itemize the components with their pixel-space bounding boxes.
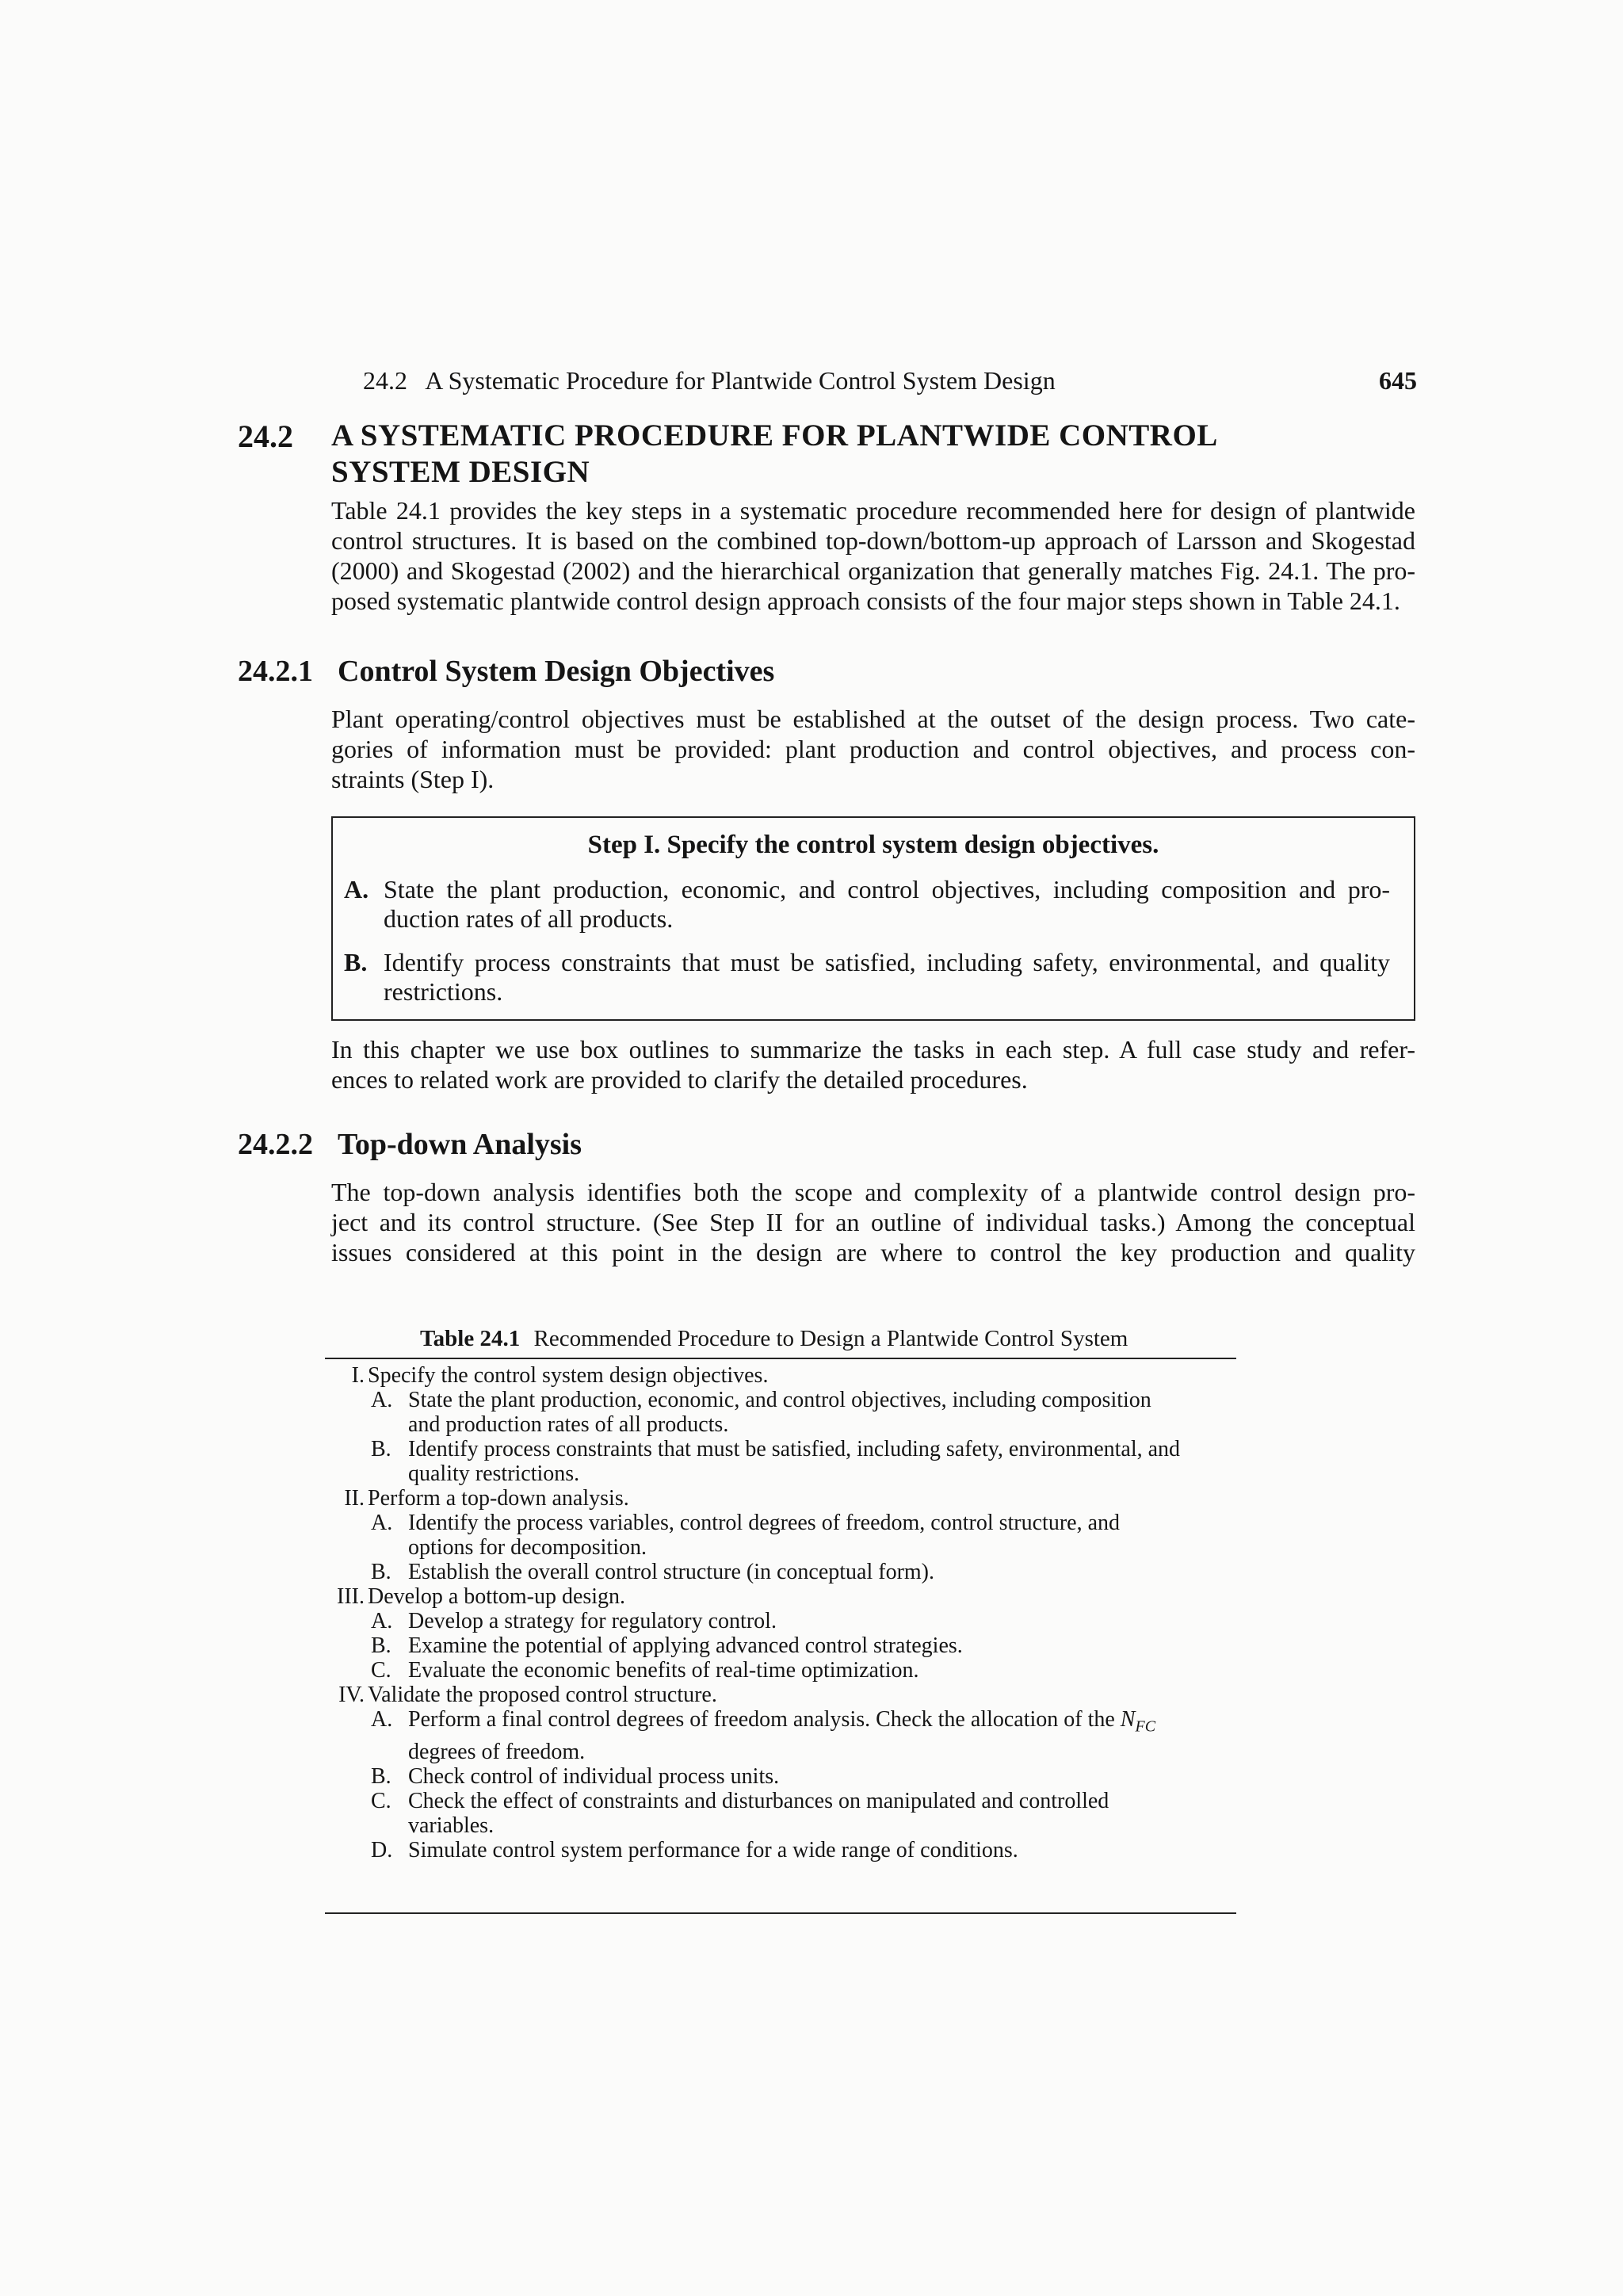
table-row <box>325 1789 1236 1838</box>
table-row-text: Specify the control system design objectives. <box>368 1363 769 1388</box>
table-row-text: Perform a top-down analysis. <box>368 1486 629 1511</box>
table-row <box>325 1388 1236 1437</box>
section-paragraph <box>331 495 1415 616</box>
item-text-line: restrictions. <box>384 977 503 1006</box>
paragraph-line: The top-down analysis identifies both the scope and complexity of a plantwide control design pro- <box>331 1178 1415 1206</box>
table-row-text: Validate the proposed control structure. <box>368 1683 717 1707</box>
table-row-label: B. <box>371 1763 391 1789</box>
table-row-label: B. <box>371 1633 391 1658</box>
table-row-label: A. <box>371 1707 393 1732</box>
table-row <box>325 1633 1236 1658</box>
table-row-label: I. <box>351 1363 365 1388</box>
table-row-text: Establish the overall control structure (in conceptual form). <box>408 1560 935 1584</box>
table-row <box>325 1658 1236 1683</box>
table-row-text: quality restrictions. <box>408 1461 580 1486</box>
subsection-2-paragraph <box>331 1177 1415 1267</box>
paragraph-line: Plant operating/control objectives must be established at the outset of the design process. Two cate- <box>331 705 1415 733</box>
table-row-text: Perform a final control degrees of freedom analysis. Check the allocation of the $N_{FC}$ <box>408 1707 1156 1736</box>
step-1-box <box>331 816 1415 1021</box>
table-row-label: A. <box>371 1511 393 1535</box>
procedure-table <box>325 1363 1236 1862</box>
table-row-text: degrees of freedom. <box>408 1739 586 1764</box>
table-row <box>325 1707 1236 1764</box>
section-title <box>331 418 1218 491</box>
step-1-item-a <box>344 875 1390 934</box>
paragraph-line: control structures. It is based on the combined top-down/bottom-up approach of Larsson and Skogestad <box>331 526 1415 555</box>
table-row-text: Check the effect of constraints and disturbances on manipulated and controlled <box>408 1788 1109 1813</box>
box-note-paragraph <box>331 1034 1415 1095</box>
table-row-text: and production rates of all products. <box>408 1412 729 1437</box>
section-title-line-1: A SYSTEMATIC PROCEDURE FOR PLANTWIDE CONTROL <box>331 418 1218 453</box>
table-row-text: variables. <box>408 1813 495 1838</box>
table-row <box>325 1486 1236 1511</box>
paragraph-line: ences to related work are provided to clarify the detailed procedures. <box>331 1065 1028 1094</box>
paragraph-line: straints (Step I). <box>331 765 495 793</box>
table-row <box>325 1609 1236 1633</box>
item-text-line: State the plant production, economic, and control objectives, including composition and pro- <box>384 875 1390 904</box>
table-top-rule <box>325 1358 1236 1359</box>
paragraph-line: issues considered at this point in the design are where to control the key production and quality <box>331 1238 1415 1266</box>
step-1-heading: Step I. Specify the control system design objectives. <box>587 831 1159 859</box>
table-row-text: Develop a bottom-up design. <box>368 1584 626 1609</box>
table-row-text: Simulate control system performance for a wide range of conditions. <box>408 1837 1018 1862</box>
table-row <box>325 1560 1236 1584</box>
table-row-text: Identify process constraints that must be satisfied, including safety, environmental, and <box>408 1437 1181 1461</box>
table-row <box>325 1511 1236 1560</box>
table-caption-text: Recommended Procedure to Design a Plantwide Control System <box>533 1326 1128 1351</box>
section-title-line-2: SYSTEM DESIGN <box>331 455 590 489</box>
section-number: 24.2 <box>238 418 293 454</box>
table-row-text: Evaluate the economic benefits of real-time optimization. <box>408 1658 919 1683</box>
subsection-1-title: Control System Design Objectives <box>338 655 775 688</box>
subsection-2-number: 24.2.2 <box>238 1128 313 1161</box>
table-row <box>325 1363 1236 1388</box>
paragraph-line: Table 24.1 provides the key steps in a systematic procedure recommended here for design of plantwide <box>331 496 1415 525</box>
table-row-label: B. <box>371 1560 391 1584</box>
table-row <box>325 1683 1236 1707</box>
table-caption <box>420 1326 1128 1352</box>
running-head-title: 24.2 A Systematic Procedure for Plantwide Control System Design <box>363 366 1056 395</box>
table-row-label: A. <box>371 1388 393 1412</box>
table-row-label: B. <box>371 1437 391 1461</box>
table-row-text: Develop a strategy for regulatory control. <box>408 1609 777 1633</box>
running-head <box>363 366 1417 395</box>
paragraph-line: In this chapter we use box outlines to summarize the tasks in each step. A full case study and refer- <box>331 1035 1415 1064</box>
table-row-text: Identify the process variables, control degrees of freedom, control structure, and <box>408 1511 1120 1535</box>
table-row-text: Examine the potential of applying advanced control strategies. <box>408 1633 963 1658</box>
table-caption-label: Table 24.1 <box>420 1326 521 1351</box>
table-row-label: A. <box>371 1609 393 1633</box>
table-row-label: D. <box>371 1837 393 1862</box>
nfc-symbol: $N_{FC}$ <box>1120 1707 1156 1736</box>
subsection-1-number: 24.2.1 <box>238 655 313 688</box>
paragraph-line: ject and its control structure. (See Step II for an outline of individual tasks.) Among the conceptual <box>331 1208 1415 1236</box>
item-label: B. <box>344 948 368 976</box>
subsection-1-paragraph <box>331 704 1415 794</box>
table-row-text: options for decomposition. <box>408 1535 647 1560</box>
paragraph-line: posed systematic plantwide control design approach consists of the four major steps shown in Table 24.1. <box>331 586 1400 615</box>
item-text-line: Identify process constraints that must be satisfied, including safety, environmental, and quality <box>384 948 1390 976</box>
paragraph-line: gories of information must be provided: plant production and control objectives, and process con- <box>331 735 1415 763</box>
paragraph-line: (2000) and Skogestad (2002) and the hierarchical organization that generally matches Fig. 24.1. The pro- <box>331 556 1415 585</box>
table-row-label: III. <box>337 1584 365 1609</box>
table-row <box>325 1584 1236 1609</box>
table-row <box>325 1437 1236 1486</box>
item-text-line: duction rates of all products. <box>384 904 674 933</box>
table-row-text: State the plant production, economic, and control objectives, including composition <box>408 1388 1151 1412</box>
page-number: 645 <box>1379 366 1417 395</box>
table-row-label: II. <box>344 1486 365 1511</box>
table-row-text: Check control of individual process units. <box>408 1763 780 1789</box>
table-bottom-rule <box>325 1912 1236 1914</box>
table-row-label: C. <box>371 1658 391 1683</box>
table-row-label: C. <box>371 1788 391 1813</box>
item-label: A. <box>344 875 369 904</box>
table-row <box>325 1838 1236 1862</box>
table-row-label: IV. <box>338 1683 365 1707</box>
step-1-item-b <box>344 948 1390 1007</box>
subsection-2-title: Top-down Analysis <box>338 1128 582 1161</box>
table-row <box>325 1764 1236 1789</box>
